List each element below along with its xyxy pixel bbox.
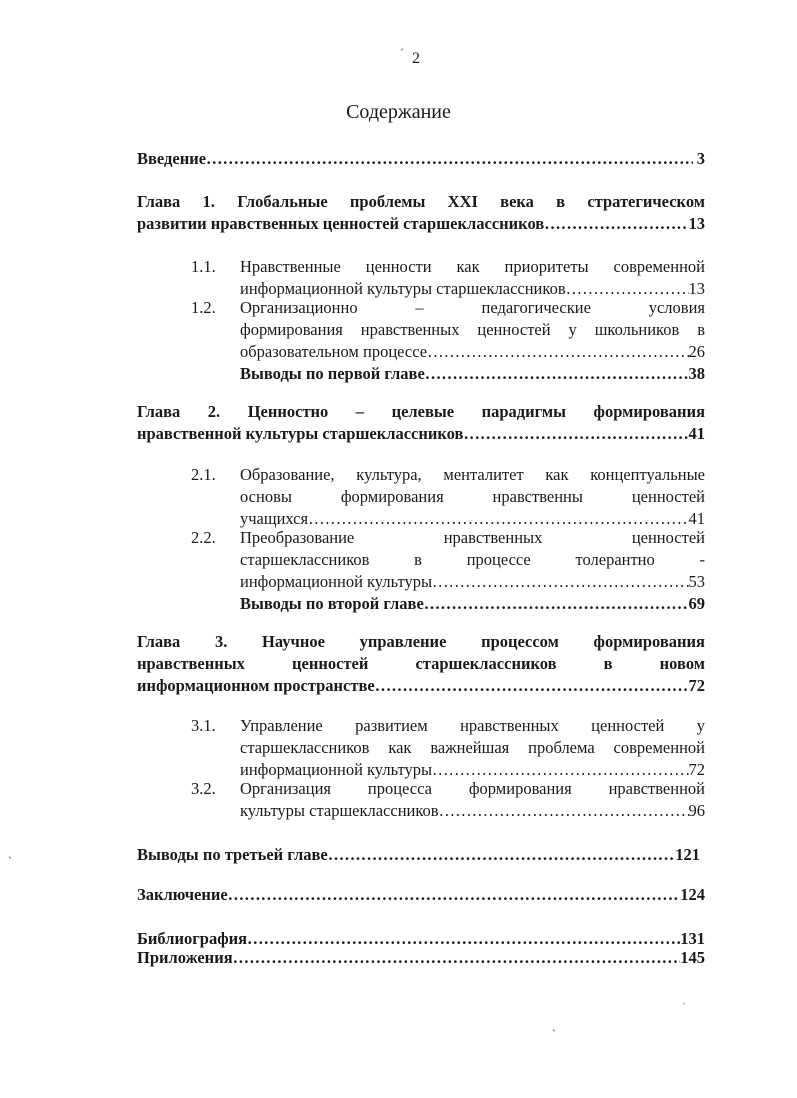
leader-dots <box>228 884 681 906</box>
toc-entry-appendix <box>137 947 705 969</box>
leader-dots <box>427 341 688 363</box>
section-title-line: информационной культуры <box>240 572 433 591</box>
toc-entry-ch3-conclusion <box>137 844 700 866</box>
toc-page: 131 <box>680 929 705 948</box>
chapter-title-line: Глава 1. Глобальные проблемы XXI века в стратегическом <box>137 192 705 211</box>
toc-entry-intro <box>137 148 705 170</box>
toc-chapter-1 <box>137 191 705 235</box>
section-number: 2.2. <box>191 528 216 547</box>
section-title-line: образовательном процессе <box>240 342 428 361</box>
toc-label: Выводы по третьей главе <box>137 845 328 864</box>
toc-page: 145 <box>680 948 705 967</box>
toc-page: 53 <box>688 572 705 591</box>
section-number: 2.1. <box>191 465 216 484</box>
section-number: 1.1. <box>191 257 216 276</box>
chapter-title-line: нравственных ценностей старшеклассников в новом <box>137 654 705 673</box>
section-title-line: Преобразование нравственных ценностей <box>240 528 705 547</box>
leader-dots <box>432 571 688 593</box>
section-title-line: старшеклассников как важнейшая проблема современной <box>240 738 705 757</box>
section-title-line: информационной культуры старшеклассников <box>240 279 566 298</box>
toc-entry-conclusion <box>137 884 705 906</box>
section-title-line: Образование, культура, менталитет как концептуальные <box>240 465 705 484</box>
page-number: 2 <box>412 50 420 67</box>
toc-page: 96 <box>688 801 705 820</box>
toc-page: 69 <box>688 594 705 613</box>
section-title-line: информационной культуры <box>240 760 433 779</box>
section-title-line: культуры старшеклассников <box>240 801 439 820</box>
toc-label: Библиография <box>137 929 248 948</box>
section-title-line: Организационно – педагогические условия <box>240 298 705 317</box>
chapter-title-line: развитии нравственных ценностей старшеклассников <box>137 214 545 233</box>
leader-dots <box>544 213 688 235</box>
toc-chapter-2 <box>137 401 705 445</box>
leader-dots <box>206 148 693 170</box>
leader-dots <box>328 844 676 866</box>
toc-label: Введение <box>137 149 207 168</box>
toc-page: 41 <box>688 424 705 443</box>
toc-page: 38 <box>688 364 705 383</box>
leader-dots <box>375 675 689 697</box>
leader-dots <box>424 593 689 615</box>
chapter-title-line: Глава 2. Ценностно – целевые парадигмы формирования <box>137 402 705 421</box>
section-number: 1.2. <box>191 298 216 317</box>
chapter-title-line: информационном пространстве <box>137 676 375 695</box>
toc-page: 13 <box>688 214 705 233</box>
section-title-line: формирования нравственных ценностей у школьников в <box>240 320 705 339</box>
section-title-line: учащихся <box>240 509 309 528</box>
section-title-line: Управление развитием нравственных ценностей у <box>240 716 705 735</box>
scan-speck: ˈ <box>682 1000 686 1014</box>
toc-label: Заключение <box>137 885 228 904</box>
toc-page: 41 <box>688 509 705 528</box>
chapter-title-line: нравственной культуры старшеклассников <box>137 424 464 443</box>
toc-label: Приложения <box>137 948 233 967</box>
section-number: 3.1. <box>191 716 216 735</box>
page-title: Содержание <box>346 101 451 123</box>
toc-page: 124 <box>680 885 705 904</box>
scan-speck: ˊ <box>400 46 404 60</box>
scan-speck: ˎ <box>552 1018 556 1032</box>
section-title-line: основы формирования нравственны ценностей <box>240 487 705 506</box>
toc-page: 3 <box>696 149 705 168</box>
chapter-title-line: Глава 3. Научное управление процессом формирования <box>137 632 705 651</box>
scan-speck: ˏ <box>8 845 12 859</box>
leader-dots <box>439 800 689 822</box>
section-number: 3.2. <box>191 779 216 798</box>
leader-dots <box>463 423 688 445</box>
leader-dots <box>233 947 681 969</box>
section-title-line: Организация процесса формирования нравственной <box>240 779 705 798</box>
section-title-line: Нравственные ценности как приоритеты современной <box>240 257 705 276</box>
toc-page: 121 <box>675 845 700 864</box>
toc-page: 13 <box>688 279 705 298</box>
chapter-conclusion-label: Выводы по второй главе <box>240 594 424 613</box>
chapter-conclusion-label: Выводы по первой главе <box>240 364 425 383</box>
section-title-line: старшеклассников в процессе толерантно - <box>240 550 705 569</box>
toc-page: 26 <box>688 342 705 361</box>
toc-chapter-3 <box>137 631 705 697</box>
leader-dots <box>425 363 689 385</box>
toc-page: 72 <box>688 676 705 695</box>
toc-page: 72 <box>688 760 705 779</box>
